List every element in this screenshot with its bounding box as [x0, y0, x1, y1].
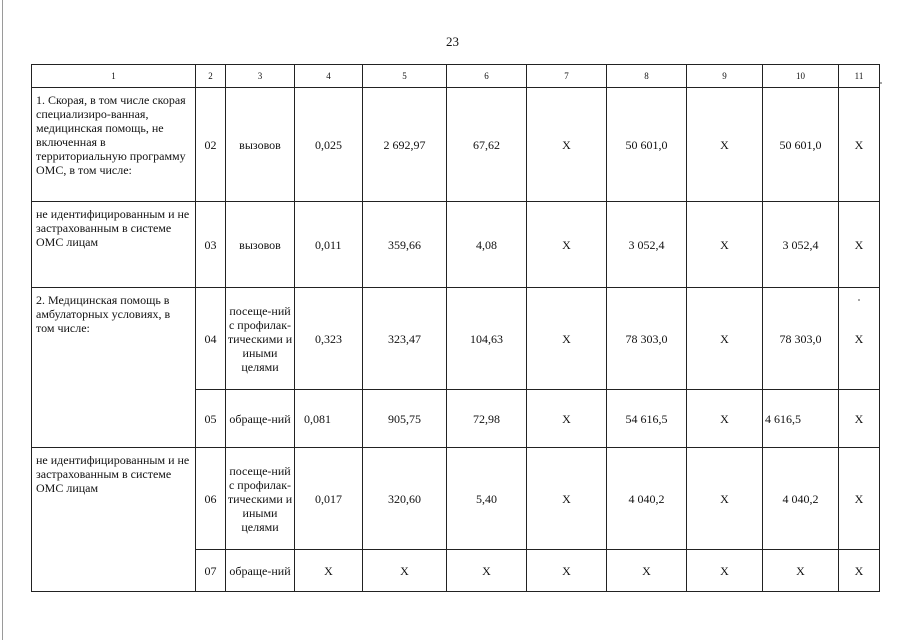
cell-col7: X	[527, 390, 607, 448]
data-table	[31, 64, 880, 592]
cell-col6: 5,40	[447, 448, 527, 550]
cell-col4: X	[295, 550, 363, 592]
cell-col10: 50 601,0	[763, 88, 839, 202]
cell-col4: 0,323	[295, 288, 363, 390]
cell-col5: 359,66	[363, 202, 447, 288]
cell-col6: X	[447, 550, 527, 592]
cell-col9: X	[687, 550, 763, 592]
row-label: не идентифицированным и не застрахованным в системе ОМС лицам	[32, 202, 196, 288]
cell-col8: X	[607, 550, 687, 592]
cell-col11: X	[839, 288, 880, 390]
col-header: 3	[226, 65, 295, 88]
col-header: 6	[447, 65, 527, 88]
cell-col10: 4 040,2	[763, 448, 839, 550]
cell-col4: 0,017	[295, 448, 363, 550]
table-row	[32, 288, 880, 390]
cell-col11: X	[839, 390, 880, 448]
row-unit: посеще-ний с профилак-тическими и иными целями	[226, 448, 295, 550]
cell-col7: X	[527, 550, 607, 592]
cell-col5: 323,47	[363, 288, 447, 390]
cell-col5: 2 692,97	[363, 88, 447, 202]
cell-col8: 78 303,0	[607, 288, 687, 390]
col-header: 5	[363, 65, 447, 88]
cell-col8: 4 040,2	[607, 448, 687, 550]
cell-col7: X	[527, 202, 607, 288]
col-header: 4	[295, 65, 363, 88]
cell-col4: 0,081	[295, 390, 363, 448]
col-header: 2	[196, 65, 226, 88]
cell-col6: 4,08	[447, 202, 527, 288]
header-row	[32, 65, 880, 88]
col-header: 11	[839, 65, 880, 88]
row-label: 1. Скорая, в том числе скорая специализиро-ванная, медицинская помощь, не включенная в территориальную программу ОМС, в том числе:	[32, 88, 196, 202]
row-code: 04	[196, 288, 226, 390]
cell-col8: 3 052,4	[607, 202, 687, 288]
cell-col10: 3 052,4	[763, 202, 839, 288]
table-row	[32, 448, 880, 550]
cell-col4: 0,011	[295, 202, 363, 288]
cell-col11: X	[839, 550, 880, 592]
cell-col4: 0,025	[295, 88, 363, 202]
cell-col7: X	[527, 448, 607, 550]
cell-col11: X	[839, 448, 880, 550]
row-code: 07	[196, 550, 226, 592]
cell-col6: 67,62	[447, 88, 527, 202]
row-unit: обраще-ний	[226, 390, 295, 448]
cell-col7: X	[527, 288, 607, 390]
cell-col9: X	[687, 88, 763, 202]
row-code: 02	[196, 88, 226, 202]
col-header: 8	[607, 65, 687, 88]
scan-speck	[880, 82, 882, 84]
cell-col5: 905,75	[363, 390, 447, 448]
row-unit: вызовов	[226, 88, 295, 202]
cell-col10: 4 616,5	[763, 390, 839, 448]
col-header: 10	[763, 65, 839, 88]
cell-col11: X	[839, 202, 880, 288]
cell-col6: 72,98	[447, 390, 527, 448]
cell-col9: X	[687, 202, 763, 288]
cell-col10: 78 303,0	[763, 288, 839, 390]
cell-col6: 104,63	[447, 288, 527, 390]
row-code: 06	[196, 448, 226, 550]
cell-col8: 54 616,5	[607, 390, 687, 448]
col-header: 9	[687, 65, 763, 88]
cell-col7: X	[527, 88, 607, 202]
cell-col10: X	[763, 550, 839, 592]
row-code: 05	[196, 390, 226, 448]
cell-col8: 50 601,0	[607, 88, 687, 202]
row-label: не идентифицированным и не застрахованным в системе ОМС лицам	[32, 448, 196, 592]
cell-col5: 320,60	[363, 448, 447, 550]
row-code: 03	[196, 202, 226, 288]
row-unit: посеще-ний с профилак-тическими и иными целями	[226, 288, 295, 390]
row-label: 2. Медицинская помощь в амбулаторных условиях, в том числе:	[32, 288, 196, 448]
left-margin-line	[2, 0, 3, 640]
cell-col9: X	[687, 288, 763, 390]
table-row	[32, 202, 880, 288]
cell-col9: X	[687, 448, 763, 550]
page-number: 23	[446, 34, 459, 49]
cell-col5: X	[363, 550, 447, 592]
col-header: 7	[527, 65, 607, 88]
cell-col9: X	[687, 390, 763, 448]
row-unit: вызовов	[226, 202, 295, 288]
col-header: 1	[32, 65, 196, 88]
cell-col11: X	[839, 88, 880, 202]
row-unit: обраще-ний	[226, 550, 295, 592]
table-row	[32, 88, 880, 202]
